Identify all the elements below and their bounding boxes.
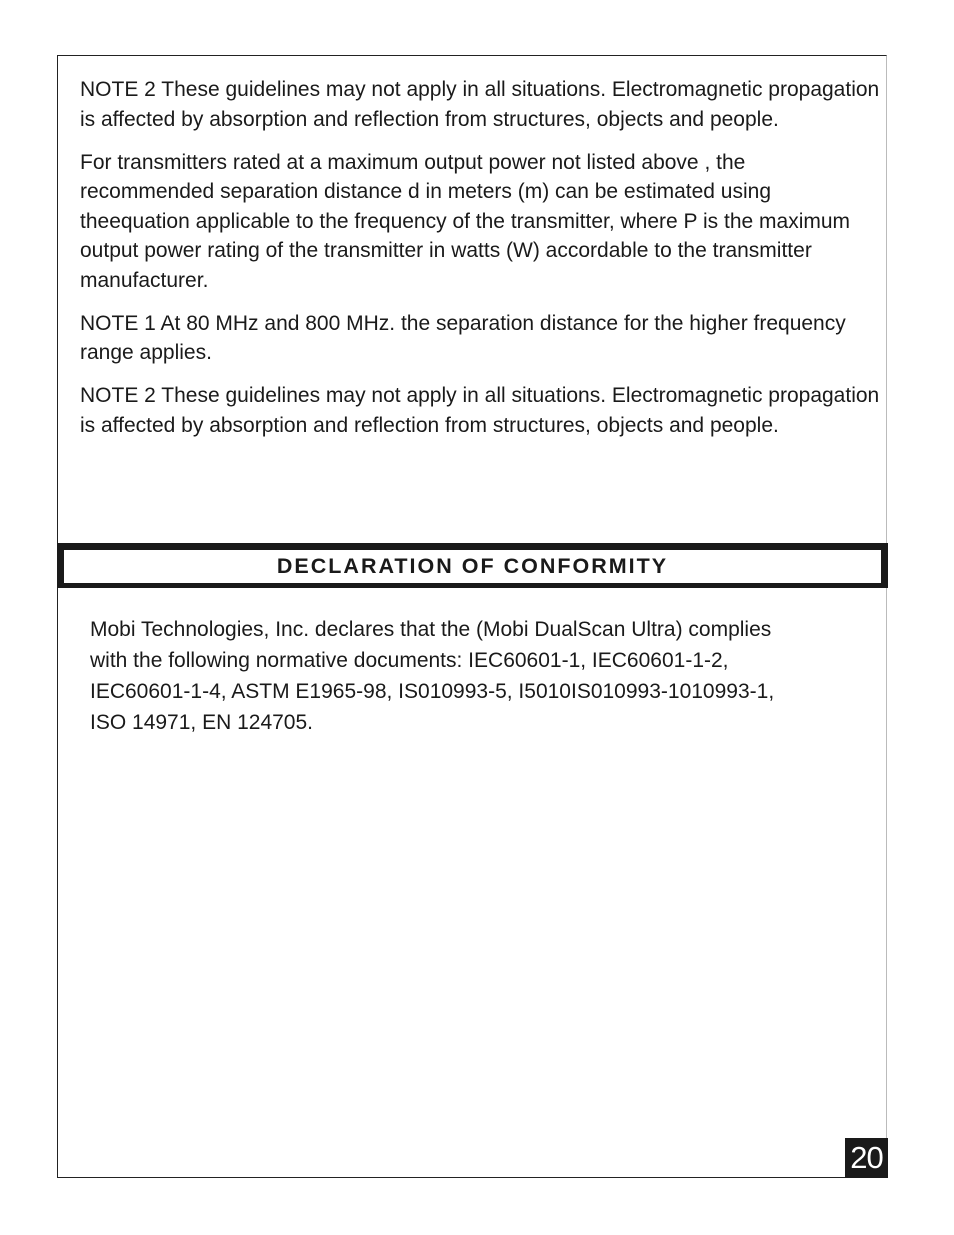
- separation-distance-paragraph: For transmitters rated at a maximum output power not listed above , the recommended separation distance d in meters (m) can be estimated using theequation applicable to the frequency of the transmitter, where P is the maximum output power rating of the transmitter in watts (W) accordable to the transmitter manufacturer.: [80, 150, 851, 292]
- section-banner: [57, 543, 888, 588]
- conformity-line: with the following normative documents: IEC60601-1, IEC60601-1-2,: [90, 649, 729, 672]
- conformity-line: ISO 14971, EN 124705.: [90, 711, 313, 734]
- page-number: 20: [845, 1138, 888, 1178]
- note-1-paragraph: NOTE 1 At 80 MHz and 800 MHz. the separation distance for the higher frequency range applies.: [80, 311, 846, 364]
- emc-notes: [80, 75, 880, 454]
- conformity-line: IEC60601-1-4, ASTM E1965-98, IS010993-5, I5010IS010993-1010993-1,: [90, 680, 775, 703]
- note-2-paragraph: NOTE 2 These guidelines may not apply in all situations. Electromagnetic propagation is affected by absorption and reflection from structures, objects and people.: [80, 78, 880, 131]
- conformity-statement: [90, 614, 870, 738]
- note-2-paragraph-repeat: NOTE 2 These guidelines may not apply in all situations. Electromagnetic propagation is affected by absorption and reflection from structures, objects and people.: [80, 384, 880, 437]
- conformity-line: Mobi Technologies, Inc. declares that the (Mobi DualScan Ultra) complies: [90, 618, 772, 641]
- section-heading: DECLARATION OF CONFORMITY: [64, 550, 881, 583]
